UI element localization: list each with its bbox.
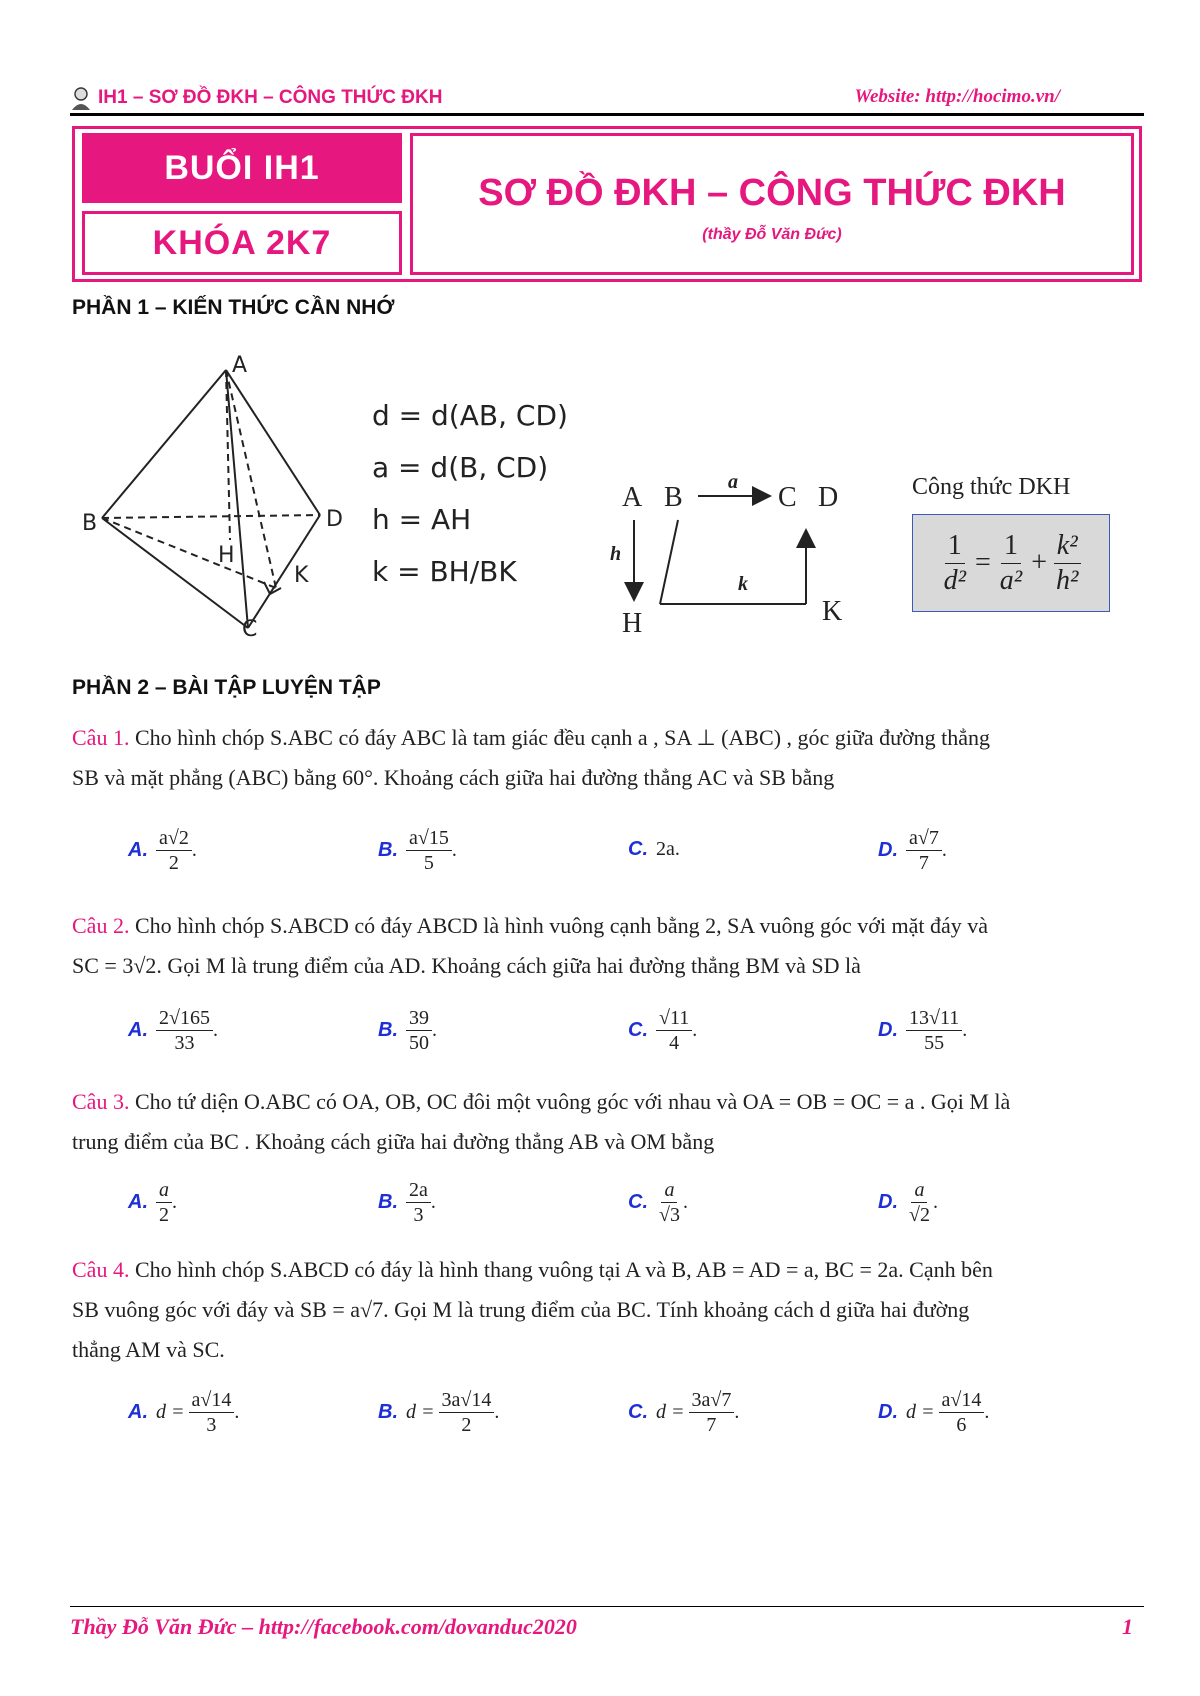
note-a: a = d(B, CD)	[372, 451, 549, 484]
diag-label-b: B	[664, 482, 683, 513]
question-text: Cho hình chóp S.ABCD có đáy ABCD là hình vuông cạnh bằng 2, SA vuông góc với mặt đáy và	[134, 913, 989, 938]
question-3	[72, 1082, 1132, 1162]
q2-option-a[interactable]: A. $\frac{2√165}{33}$ .	[128, 1007, 218, 1054]
fig-label-d: D	[326, 507, 343, 532]
question-text: Cho hình chóp S.ABCD có đáy là hình thang vuông tại A và B, AB = AD = a, BC = 2a. Cạnh bên	[134, 1257, 993, 1282]
q1-option-b[interactable]: B. $\frac{a√15}{5}$ .	[378, 827, 457, 874]
q2-option-b[interactable]: B. $\frac{39}{50}$ .	[378, 1007, 437, 1054]
question-1	[72, 718, 1132, 798]
q2-option-d[interactable]: D. $\frac{13√11}{55}$ .	[878, 1007, 968, 1054]
facebook-link[interactable]: http://facebook.com/dovanduc2020	[258, 1614, 577, 1639]
dkh-formula	[913, 515, 1109, 611]
fig-label-h: H	[218, 543, 235, 568]
question-text: SC = 3√2. Gọi M là trung điểm của AD. Khoảng cách giữa hai đường thẳng BM và SD là	[72, 953, 861, 978]
fig-label-k: K	[294, 563, 309, 588]
question-4	[72, 1250, 1132, 1370]
question-number: Câu 2.	[72, 913, 130, 938]
q3-option-c[interactable]: C. $\frac{a}{√3}$ .	[628, 1179, 688, 1226]
part1-heading: PHẦN 1 – KIẾN THỨC CẦN NHỚ	[72, 296, 395, 319]
distance-diagram	[610, 470, 860, 640]
question-number: Câu 3.	[72, 1089, 130, 1114]
note-k: k = BH/BK	[372, 555, 517, 588]
diag-label-a: A	[622, 482, 643, 513]
diag-label-k: K	[822, 596, 843, 627]
question-number: Câu 4.	[72, 1257, 130, 1282]
header-left	[70, 86, 442, 110]
note-d: d = d(AB, CD)	[372, 399, 568, 432]
formula-plus: +	[1031, 547, 1047, 578]
formula-label: Công thức DKH	[912, 474, 1071, 500]
formula-box	[912, 514, 1110, 612]
fig-label-b: B	[82, 511, 98, 536]
page-number: 1	[1122, 1614, 1133, 1639]
question-text: Cho tứ diện O.ABC có OA, OB, OC đôi một vuông góc với nhau và OA = OB = OC = a . Gọi M là	[134, 1089, 1011, 1114]
q4-option-d[interactable]: D. d = $\frac{a√14}{6}$ .	[878, 1389, 990, 1436]
tetrahedron-figure	[80, 350, 360, 640]
q4-option-a[interactable]: A. d = $\frac{a√14}{3}$ .	[128, 1389, 240, 1436]
formula-equals: =	[975, 547, 991, 578]
q1-option-d[interactable]: D. $\frac{a√7}{7}$ .	[878, 827, 947, 874]
q4-option-b[interactable]: B. d = $\frac{3a√14}{2}$ .	[378, 1389, 500, 1436]
question-text: Cho hình chóp S.ABC có đáy ABC là tam giác đều cạnh a , SA ⊥ (ABC) , góc giữa đường thẳng	[134, 725, 991, 750]
header-website: Website: http://hocimo.vn/	[854, 86, 1060, 107]
part2-heading: PHẦN 2 – BÀI TẬP LUYỆN TẬP	[72, 676, 381, 699]
q2-option-c[interactable]: C. $\frac{√11}{4}$ .	[628, 1007, 698, 1054]
fig-label-a: A	[232, 353, 248, 378]
diag-label-d: D	[818, 482, 839, 513]
footer	[70, 1614, 577, 1640]
formula-term-k: $\frac{\text{k²}}{\text{h²}}$	[1053, 529, 1081, 598]
diag-label-h: H	[622, 608, 643, 639]
question-text: trung điểm của BC . Khoảng cách giữa hai đường thẳng AB và OM bằng	[72, 1129, 715, 1154]
question-text: thẳng AM và SC.	[72, 1337, 225, 1362]
diag-label-c: C	[778, 482, 797, 513]
header-rule	[70, 113, 1144, 116]
q3-option-b[interactable]: B. $\frac{2a}{3}$ .	[378, 1179, 436, 1226]
page-title: SƠ ĐỒ ĐKH – CÔNG THỨC ĐKH	[478, 172, 1066, 214]
q1-option-a[interactable]: A. $\frac{a√2}{2}$ .	[128, 827, 197, 874]
teacher-avatar-icon	[70, 86, 92, 110]
session-badge: BUỔI IH1	[82, 133, 402, 203]
q3-option-a[interactable]: A. $\frac{a}{2}$ .	[128, 1179, 177, 1226]
footer-rule	[70, 1606, 1144, 1607]
diag-label-edge-a: a	[728, 471, 738, 493]
formula-lhs: $\frac{1}{\text{d²}}$	[943, 529, 966, 596]
q3-option-d[interactable]: D. $\frac{a}{√2}$ .	[878, 1179, 938, 1226]
notes	[372, 390, 568, 598]
question-2	[72, 906, 1132, 986]
footer-author: Thầy Đỗ Văn Đức –	[70, 1614, 254, 1639]
formula-term-a: $\frac{1}{\text{a²}}$	[999, 529, 1023, 596]
diag-label-edge-h: h	[610, 543, 622, 565]
header-title: IH1 – SƠ ĐỒ ĐKH – CÔNG THỨC ĐKH	[98, 87, 443, 108]
q4-option-c[interactable]: C. d = $\frac{3a√7}{7}$ .	[628, 1389, 740, 1436]
course-badge: KHÓA 2K7	[82, 211, 402, 275]
website-link[interactable]: http://hocimo.vn/	[925, 86, 1060, 107]
question-number: Câu 1.	[72, 725, 130, 750]
q1-option-c[interactable]: C. 2a.	[628, 838, 680, 860]
note-h: h = AH	[372, 503, 472, 536]
fig-label-c: C	[242, 617, 258, 640]
question-text: SB và mặt phẳng (ABC) bằng 60°. Khoảng cách giữa hai đường thẳng AC và SB bằng	[72, 765, 835, 790]
question-text: SB vuông góc với đáy và SB = a√7. Gọi M là trung điểm của BC. Tính khoảng cách d giữa hai đường	[72, 1297, 970, 1322]
diag-label-edge-k: k	[738, 573, 748, 595]
title-author: (thầy Đỗ Văn Đức)	[702, 226, 842, 243]
